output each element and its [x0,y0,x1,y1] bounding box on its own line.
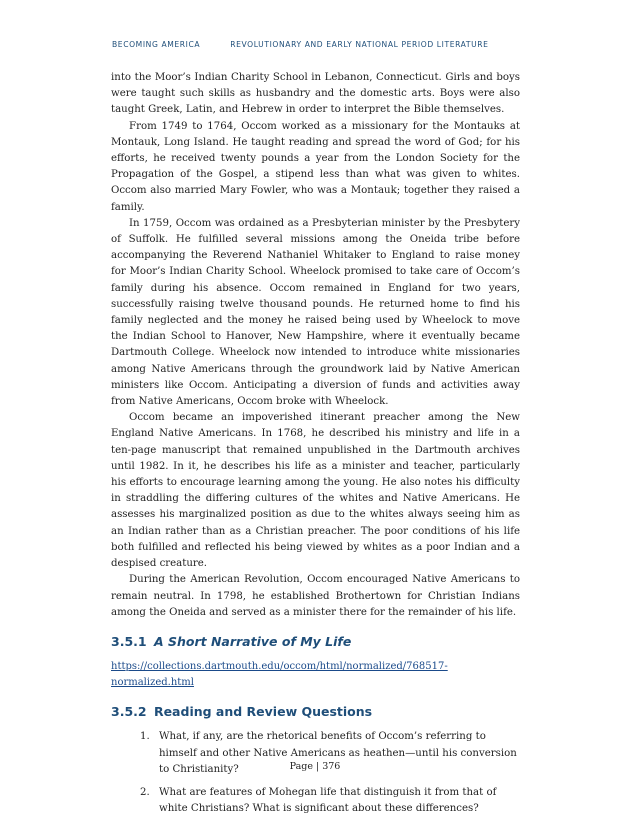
section-title: A Short Narrative of My Life [153,633,352,649]
header-book-title: BECOMING AMERICA [112,40,201,49]
section-title: Reading and Review Questions [153,704,373,720]
paragraph-2: From 1749 to 1764, Occom worked as a missionary for the Montauks at Montauk, Long Island. He taught reading and spread the word of God; for his efforts, he received twenty pounds a year from the London Society for the Propagation of the Gospel, a stipend less than what was given to whites. Occom also married Mary Fowler, who was a Montauk; together they raised a family. [111,120,520,213]
question-text: What, if any, are the rhetorical benefits of Occom’s referring to himself and other Native Americans as heathen—until his conversion to Christianity? [159,731,517,775]
paragraph-5: During the American Revolution, Occom encouraged Native Americans to remain neutral. In 1798, he established Brothertown for Christian Indians among the Oneida and served as a minister there for the remainder of his life. [111,574,520,618]
paragraph-3: In 1759, Occom was ordained as a Presbyterian minister by the Presbytery of Suffolk. He fulfilled several missions among the Oneida tribe before accompanying the Reverend Nathaniel Whitaker to England to raise money for Moor’s Indian Charity School. Wheelock promised to take care of Occom’s family during his absence. Occom remained in England for two years, successfully raising twelve thousand pounds. He returned home to find his family neglected and the money he raised being used by Wheelock to move the Indian School to Hanover, New Hampshire, where it eventually became Dartmouth College. Wheelock now intended to introduce white missionaries among Native Americans through the groundwork laid by Native American ministers like Occom. Anticipating a diversion of funds and activities away from Native Americans, Occom broke with Wheelock. [111,217,520,408]
section-heading-questions [111,704,520,720]
paragraph-1: into the Moor’s Indian Charity School in Lebanon, Connecticut. Girls and boys were taught such skills as husbandry and the domestic arts. Boys were also taught Greek, Latin, and Hebrew in order to interpret the Bible themselves. [111,72,520,116]
header-section-title: REVOLUTIONARY AND EARLY NATIONAL PERIOD LITERATURE [230,40,489,49]
narrative-link[interactable]: https://collections.dartmouth.edu/occom/html/normalized/768517-normalized.html [111,660,448,689]
section-number: 3.5.2 [111,704,147,720]
link-paragraph [111,659,520,691]
page-number: Page | 376 [289,761,341,772]
section-number: 3.5.1 [111,633,147,649]
question-number: 2. [140,786,150,798]
section-heading-narrative [111,634,520,650]
question-number: 1. [140,731,150,743]
paragraph-4: Occom became an impoverished itinerant preacher among the New England Native Americans. In 1768, he described his ministry and life in a ten-page manuscript that remained unpublished in the Dartmouth archives until 1982. In it, he describes his life as a minister and teacher, particularly his efforts to encourage learning among the young. He also notes his difficulty in straddling the differing cultures of the whites and Native Americans. He assesses his marginalized position as due to the whites always seeing him as an Indian rather than as a Christian preacher. The poor conditions of his life both fulfilled and reflected his being viewed by whites as a poor Indian and a despised creature. [111,412,520,570]
running-header [112,40,522,49]
question-list [111,729,520,817]
question-text: What are features of Mohegan life that distinguish it from that of white Christians? What is significant about these differences? [159,786,497,815]
list-item [111,785,520,817]
page-body [111,70,520,824]
